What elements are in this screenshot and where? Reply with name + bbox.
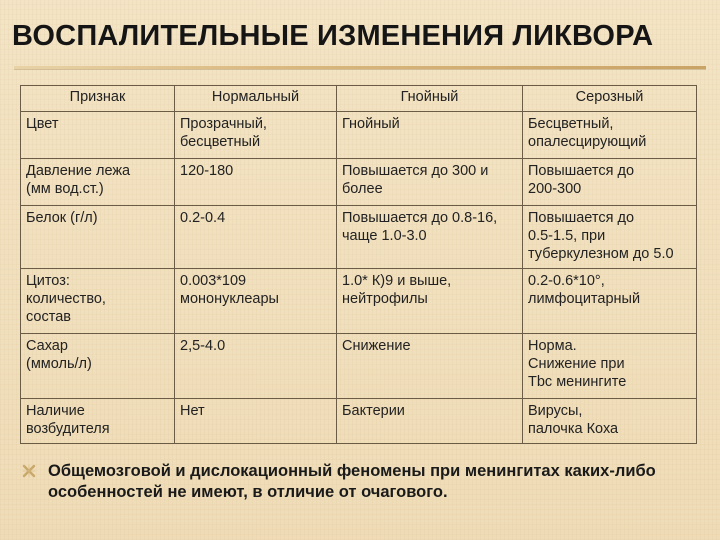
table-cell: Бесцветный, опалесцирующий	[523, 112, 697, 159]
table-cell: Белок (г/л)	[21, 206, 175, 269]
table-row	[21, 334, 697, 399]
table-cell: Повышается до 300 и более	[337, 159, 523, 206]
page-title: ВОСПАЛИТЕЛЬНЫЕ ИЗМЕНЕНИЯ ЛИКВОРА	[12, 20, 654, 52]
table-cell: Норма. Снижение при Тbс менингите	[523, 334, 697, 399]
table-cell: Прозрачный, бесцветный	[175, 112, 337, 159]
table-cell: 0.2-0.6*10°, лимфоцитарный	[523, 269, 697, 334]
table-row	[21, 206, 697, 269]
csf-changes-table-container	[20, 85, 696, 443]
table-cell: Сахар (ммоль/л)	[21, 334, 175, 399]
column-header: Признак	[21, 86, 175, 112]
table-cell: Повышается до 200-300	[523, 159, 697, 206]
table-cell: 120-180	[175, 159, 337, 206]
table-cell: Наличие возбудителя	[21, 399, 175, 444]
table-cell: Бактерии	[337, 399, 523, 444]
column-header: Серозный	[523, 86, 697, 112]
table-row	[21, 112, 697, 159]
note-text: Общемозговой и дислокационный феномены при менингитах каких-либо особенностей не имеют, в отличие от очагового.	[48, 462, 656, 501]
table-cell: Повышается до 0.8-16, чаще 1.0-3.0	[337, 206, 523, 269]
table-row	[21, 159, 697, 206]
table-cell: Нет	[175, 399, 337, 444]
table-row	[21, 269, 697, 334]
csf-changes-table	[20, 85, 697, 444]
table-cell: Вирусы, палочка Коха	[523, 399, 697, 444]
table-row	[21, 399, 697, 444]
column-header: Гнойный	[337, 86, 523, 112]
table-cell: 0.2-0.4	[175, 206, 337, 269]
table-header-row	[21, 86, 697, 112]
table-cell: Гнойный	[337, 112, 523, 159]
table-cell: Давление лежа (мм вод.ст.)	[21, 159, 175, 206]
title-underline	[14, 66, 706, 69]
table-cell: Повышается до 0.5-1.5, при туберкулезном до 5.0	[523, 206, 697, 269]
column-header: Нормальный	[175, 86, 337, 112]
table-cell: Снижение	[337, 334, 523, 399]
table-cell: 1.0* К)9 и выше, нейтрофилы	[337, 269, 523, 334]
table-cell: Цитоз: количество, состав	[21, 269, 175, 334]
table-cell: 0.003*109 мононуклеары	[175, 269, 337, 334]
table-cell: Цвет	[21, 112, 175, 159]
table-cell: 2,5-4.0	[175, 334, 337, 399]
bullet-cross-icon	[22, 464, 36, 478]
